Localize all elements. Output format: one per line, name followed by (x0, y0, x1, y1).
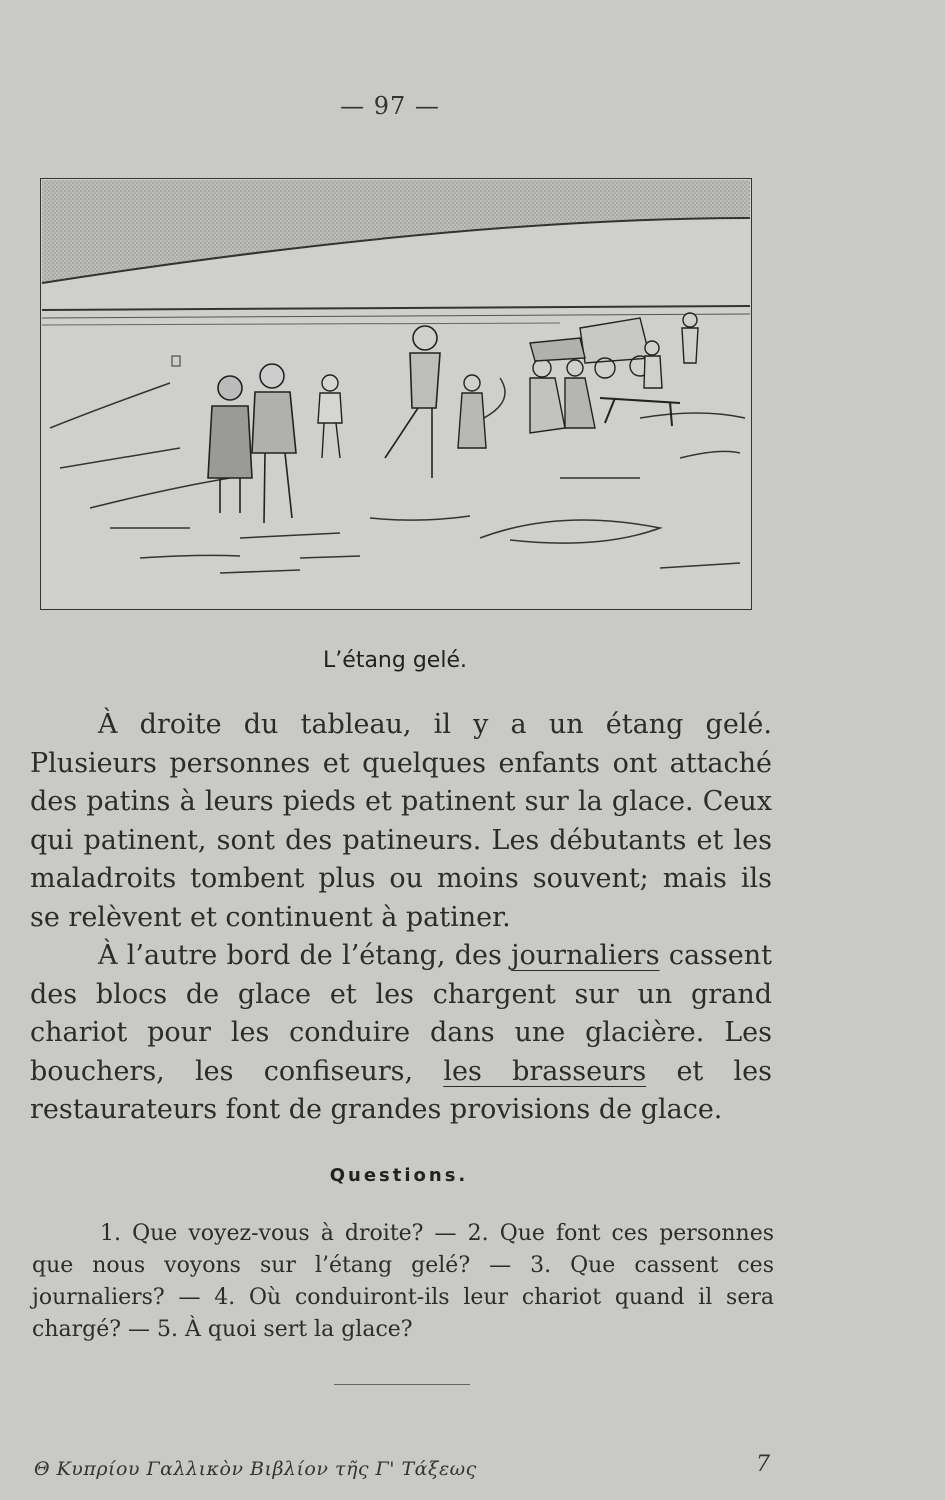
page-number: — 97 — (340, 92, 440, 120)
footer-signature-number: 7 (756, 1452, 770, 1477)
illustration-svg (40, 178, 752, 610)
underlined-word-journaliers: journaliers (511, 940, 660, 971)
questions-paragraph: 1. Que voyez-vous à droite? — 2. Que font ces personnes que nous voyons sur l’étang gelé? — 3. Que cassent ces journaliers? — 4. Où conduiront-ils leur chariot quand il sera chargé? — 5. À quoi sert la glace? (32, 1221, 774, 1342)
paragraph-2-part-3: et les restaurateurs font de grandes provisions de glace. (30, 1055, 773, 1125)
illustration-caption: L’étang gelé. (323, 648, 467, 673)
footer-book-title: Θ Κυπρίου Γαλλικὸν Βιβλίον τῆς Γ' Τάξεως (34, 1458, 477, 1480)
paragraph-1: À droite du tableau, il y a un étang gelé. Plusieurs personnes et quelques enfants ont attaché des patins à leurs pieds et patinent sur la glace. Ceux qui patinent, sont des patineurs. Les débutants et les maladroits tombent plus ou moins souvent; mais ils se relèvent et continuent à patiner. (30, 709, 772, 933)
paragraph-2 (30, 937, 772, 1130)
questions-list (32, 1218, 774, 1346)
questions-heading: Questions. (329, 1165, 469, 1186)
underlined-word-brasseurs: les brasseurs (443, 1055, 647, 1087)
end-divider (334, 1384, 470, 1385)
paragraph-2-part-2: cassent des blocs de glace et les chargent sur un grand chariot pour les conduire dans une glacière. Les bouchers, les confiseurs, (30, 940, 772, 1087)
frozen-pond-illustration (40, 178, 752, 610)
paragraph-2-part-1: À l’autre bord de l’étang, des (98, 940, 512, 971)
lesson-text (30, 706, 772, 1130)
